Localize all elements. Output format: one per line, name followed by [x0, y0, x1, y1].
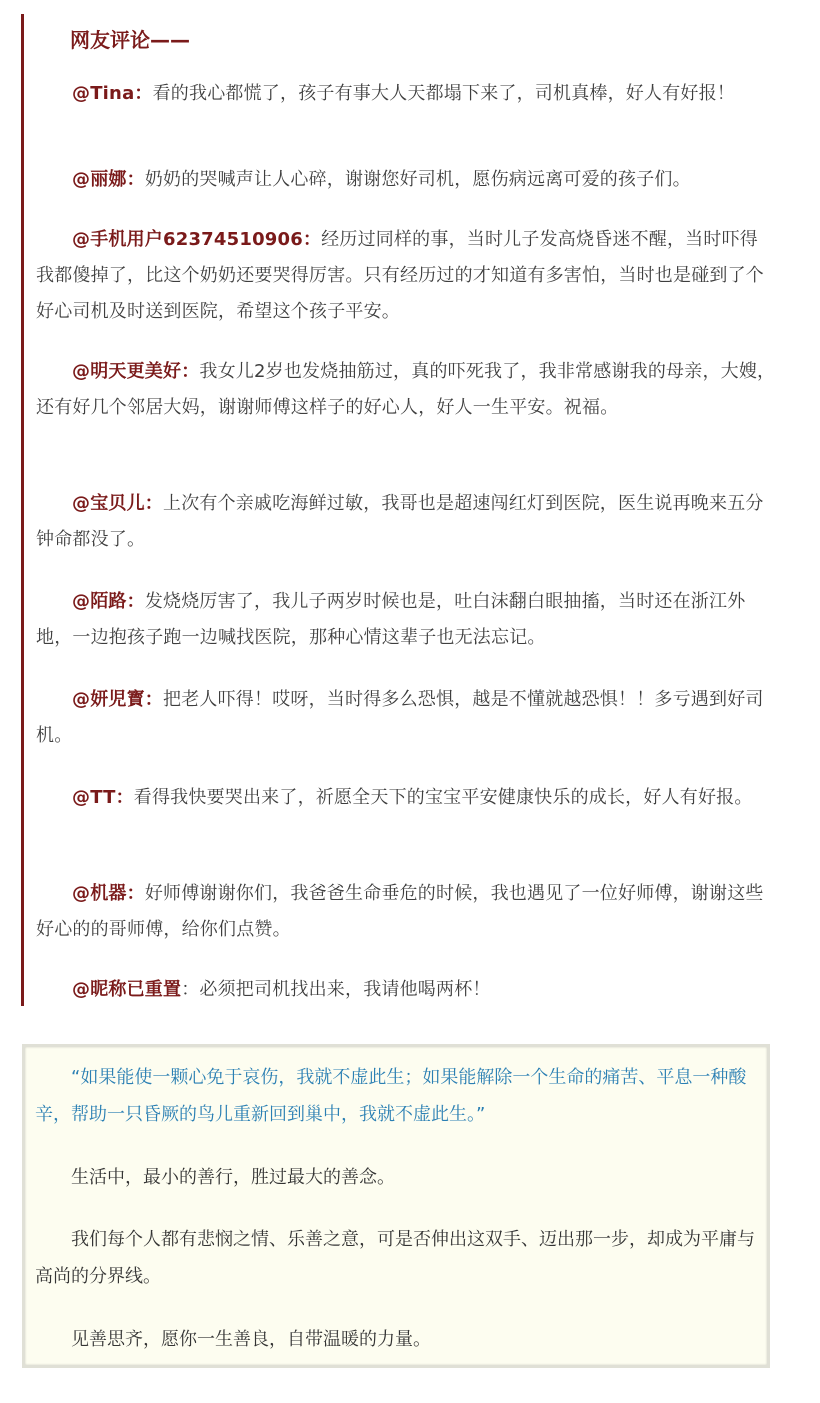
- comment-text: 上次有个亲戚吃海鲜过敏，我哥也是超速闯红灯到医院，医生说再晚来五分钟命都没了。: [36, 493, 764, 550]
- comment-author: @妍児寳：: [72, 689, 163, 710]
- comment-text: 把老人吓得！哎呀，当时得多么恐惧，越是不懂就越恐惧！！多亏遇到好司机。: [36, 689, 764, 746]
- comment-text: 好师傅谢谢你们，我爸爸生命垂危的时候，我也遇见了一位好师傅，谢谢这些好心的的哥师傅，给你们点赞。: [36, 883, 764, 940]
- comment-item: [36, 972, 776, 1008]
- section-title: 网友评论——: [70, 28, 190, 52]
- comment-author: @丽娜：: [72, 169, 145, 190]
- comment-text: 看得我快要哭出来了，祈愿全天下的宝宝平安健康快乐的成长，好人有好报。: [133, 787, 753, 808]
- comment-author: @陌路：: [72, 591, 145, 612]
- comment-item: [36, 584, 776, 656]
- closing-quote-box: [22, 1044, 770, 1368]
- comment-item: [36, 876, 776, 948]
- comment-item: [36, 486, 776, 558]
- comment-author: @TT：: [72, 787, 134, 808]
- comment-author: @宝贝儿：: [72, 493, 163, 514]
- comment-item: [36, 162, 776, 198]
- comment-text: 发烧烧厉害了，我儿子两岁时候也是，吐白沫翻白眼抽搐，当时还在浙江外地，一边抱孩子跑一边喊找医院，那种心情这辈子也无法忘记。: [36, 591, 746, 648]
- comment-item: [36, 354, 776, 426]
- comment-text: 我女儿2岁也发烧抽筋过，真的吓死我了，我非常感谢我的母亲，大嫂，还有好几个邻居大妈，谢谢师傅这样子的好心人，好人一生平安。祝福。: [36, 361, 776, 418]
- comment-author: @手机用户62374510906：: [72, 229, 322, 250]
- closing-paragraph: 生活中，最小的善行，胜过最大的善念。: [71, 1167, 395, 1188]
- comment-author: @昵称已重置: [72, 979, 182, 1000]
- comment-author: @机器：: [72, 883, 145, 904]
- comment-item: [36, 222, 776, 330]
- comment-author: @Tina：: [72, 83, 153, 104]
- comment-author: @明天更美好：: [72, 361, 200, 382]
- closing-quote: “如果能使一颗心免于哀伤，我就不虚此生；如果能解除一个生命的痛苦、平息一种酸辛，帮助一只昏厥的鸟儿重新回到巢中，我就不虚此生。”: [35, 1067, 747, 1125]
- comment-item: [36, 780, 776, 816]
- comment-text: ：必须把司机找出来，我请他喝两杯！: [181, 979, 491, 1000]
- comment-item: [36, 76, 776, 112]
- closing-paragraph: 我们每个人都有悲悯之情、乐善之意，可是否伸出这双手、迈出那一步，却成为平庸与高尚的分界线。: [35, 1229, 755, 1287]
- comment-item: [36, 682, 776, 754]
- comment-text: 奶奶的哭喊声让人心碎，谢谢您好司机，愿伤病远离可爱的孩子们。: [144, 169, 691, 190]
- comment-text: 经历过同样的事，当时儿子发高烧昏迷不醒，当时吓得我都傻掉了，比这个奶奶还要哭得厉害。只有经历过的才知道有多害怕，当时也是碰到了个好心司机及时送到医院，希望这个孩子平安。: [36, 229, 764, 322]
- comments-section: [21, 14, 781, 1006]
- closing-paragraph: 见善思齐，愿你一生善良，自带温暖的力量。: [71, 1329, 431, 1350]
- comment-text: 看的我心都慌了，孩子有事大人天都塌下来了，司机真棒，好人有好报！: [152, 83, 736, 104]
